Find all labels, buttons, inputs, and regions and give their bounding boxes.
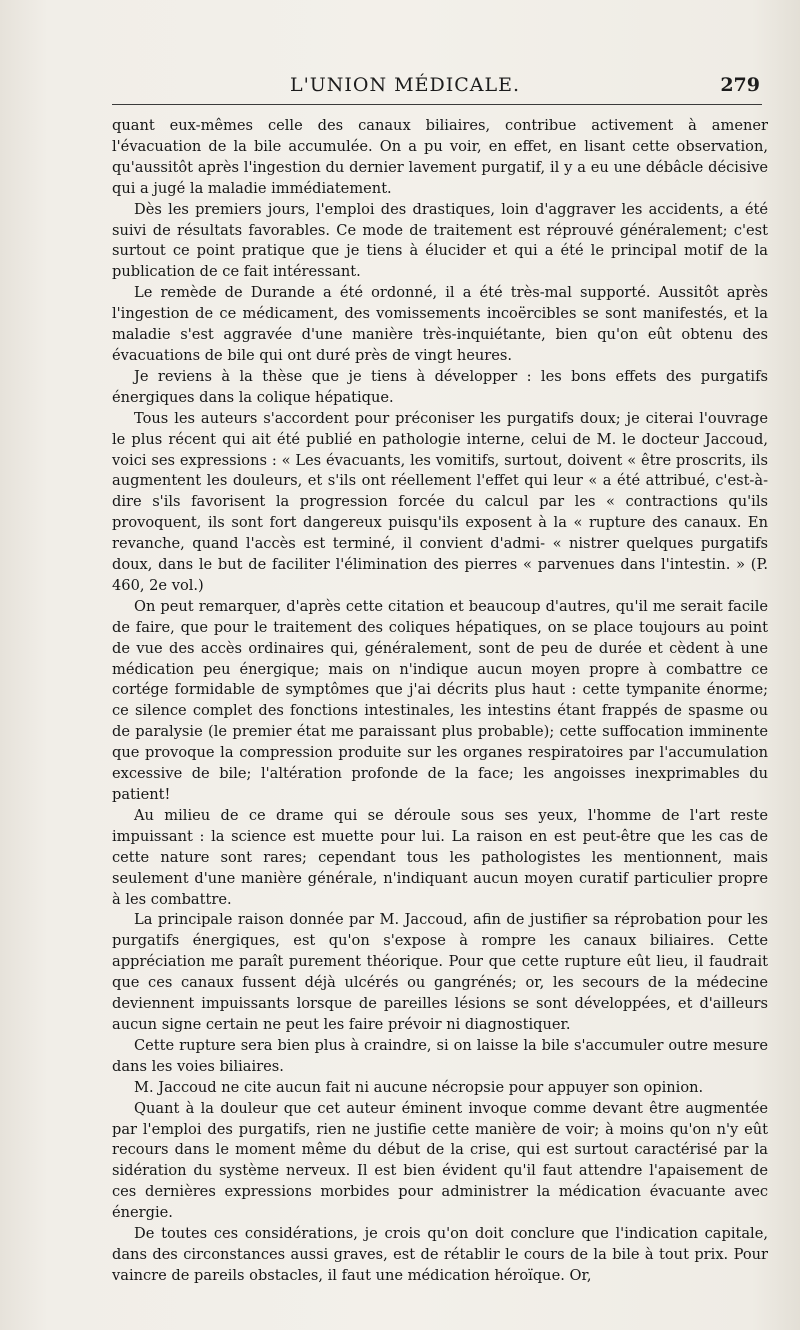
paragraph: Au milieu de ce drame qui se déroule sous ses yeux, l'homme de l'art reste impuissant : la science est muette pour lui. La raison en est peut-être que les cas de cette nature sont rares; cependant tous les pathologistes les mentionnent, mais seulement d'une manière générale, n'indiquant aucun moyen curatif particulier propre à les combattre. — [112, 806, 768, 908]
paragraph: Quant à la douleur que cet auteur éminent invoque comme devant être augmentée par l'emploi des purgatifs, rien ne justifie cette manière de voir; à moins qu'on n'y eût recours dans le moment même du début de la crise, qui est surtout caractérisé par la sidération du système nerveux. Il est bien évident qu'il faut attendre l'apaisement de ces dernières expressions morbides pour administrer la médication évacuante avec énergie. — [112, 1099, 768, 1222]
paragraph: Tous les auteurs s'accordent pour préconiser les purgatifs doux; je citerai l'ouvrage le plus récent qui ait été publié en pathologie interne, celui de M. le docteur Jaccoud, voici ses expressions : « Les évacuants, les vomitifs, surtout, doivent « être proscrits, ils augmentent les douleurs, et s'ils ont réellement l'effet qui leur « a été attribué, c'est-à-dire s'ils favorisent la progression forcée du calcul par les « contractions qu'ils provoquent, ils sont fort dangereux puisqu'ils exposent à la « rupture des canaux. En revanche, quand l'accès est terminé, il convient d'admi- « nistrer quelques purgatifs doux, dans le but de faciliter l'élimination des pierres « parvenues dans l'intestin. » (P. 460, 2e vol.) — [112, 409, 768, 594]
paragraph: On peut remarquer, d'après cette citation et beaucoup d'autres, qu'il me serait facile de faire, que pour le traitement des coliques hépatiques, on se place toujours au point de vue des accès ordinaires qui, généralement, sont de peu de durée et cèdent à une médication peu énergique; mais on n'indique aucun moyen propre à combattre ce cortége formidable de symptômes que j'ai décrits plus haut : cette tympanite énorme; ce silence complet des fonctions intestinales, les intestins étant frappés de spasme ou de paralysie (le premier état me paraissant plus probable); cette suffocation imminente que provoque la compression produite sur les organes respiratoires par l'accumulation excessive de bile; l'altération profonde de la face; les angoisses inexprimables du patient! — [112, 597, 768, 803]
paragraph: quant eux-mêmes celle des canaux biliaires, contribue activement à amener l'évacuation de la bile accumulée. On a pu voir, en effet, en lisant cette observation, qu'aussitôt après l'ingestion du dernier lavement purgatif, il y a eu une débâcle décisive qui a jugé la maladie immédiatement. — [112, 117, 768, 197]
page-number: 279 — [720, 74, 760, 96]
running-title: L'UNION MÉDICALE. — [289, 74, 521, 96]
paragraph: M. Jaccoud ne cite aucun fait ni aucune nécropsie pour appuyer son opinion. — [134, 1078, 704, 1096]
article-body — [112, 116, 768, 1287]
running-header — [110, 72, 760, 102]
paragraph: Dès les premiers jours, l'emploi des drastiques, loin d'aggraver les accidents, a été suivi de résultats favorables. Ce mode de traitement est réprouvé généralement; c'est surtout ce point pratique que je tiens à élucider et qui a été le principal motif de la publication de ce fait intéressant. — [112, 200, 768, 281]
paragraph: Je reviens à la thèse que je tiens à développer : les bons effets des purgatifs énergiques dans la colique hépatique. — [112, 367, 768, 406]
paragraph: La principale raison donnée par M. Jaccoud, afin de justifier sa réprobation pour les purgatifs énergiques, est qu'on s'expose à rompre les canaux biliaires. Cette appréciation me paraît purement théorique. Pour que cette rupture eût lieu, il faudrait que ces canaux fussent déjà ulcérés ou gangrénés; or, les secours de la médecine deviennent impuissants lorsque de pareilles lésions se sont développées, et d'ailleurs aucun signe certain ne peut les faire prévoir ni diagnostiquer. — [112, 911, 768, 1033]
paragraph: De toutes ces considérations, je crois qu'on doit conclure que l'indication capitale, dans des circonstances aussi graves, est de rétablir le cours de la bile à tout prix. Pour vaincre de pareils obstacles, il faut une médication héroïque. Or, — [112, 1225, 768, 1284]
paragraph: Cette rupture sera bien plus à craindre, si on laisse la bile s'accumuler outre mesure dans les voies biliaires. — [112, 1036, 768, 1075]
header-rule — [112, 104, 762, 105]
paragraph: Le remède de Durande a été ordonné, il a été très-mal supporté. Aussitôt après l'ingestion de ce médicament, des vomissements incoërcibles se sont manifestés, et la maladie s'est aggravée d'une manière très-inquiétante, bien qu'on eût obtenu des évacuations de bile qui ont duré près de vingt heures. — [112, 284, 768, 364]
